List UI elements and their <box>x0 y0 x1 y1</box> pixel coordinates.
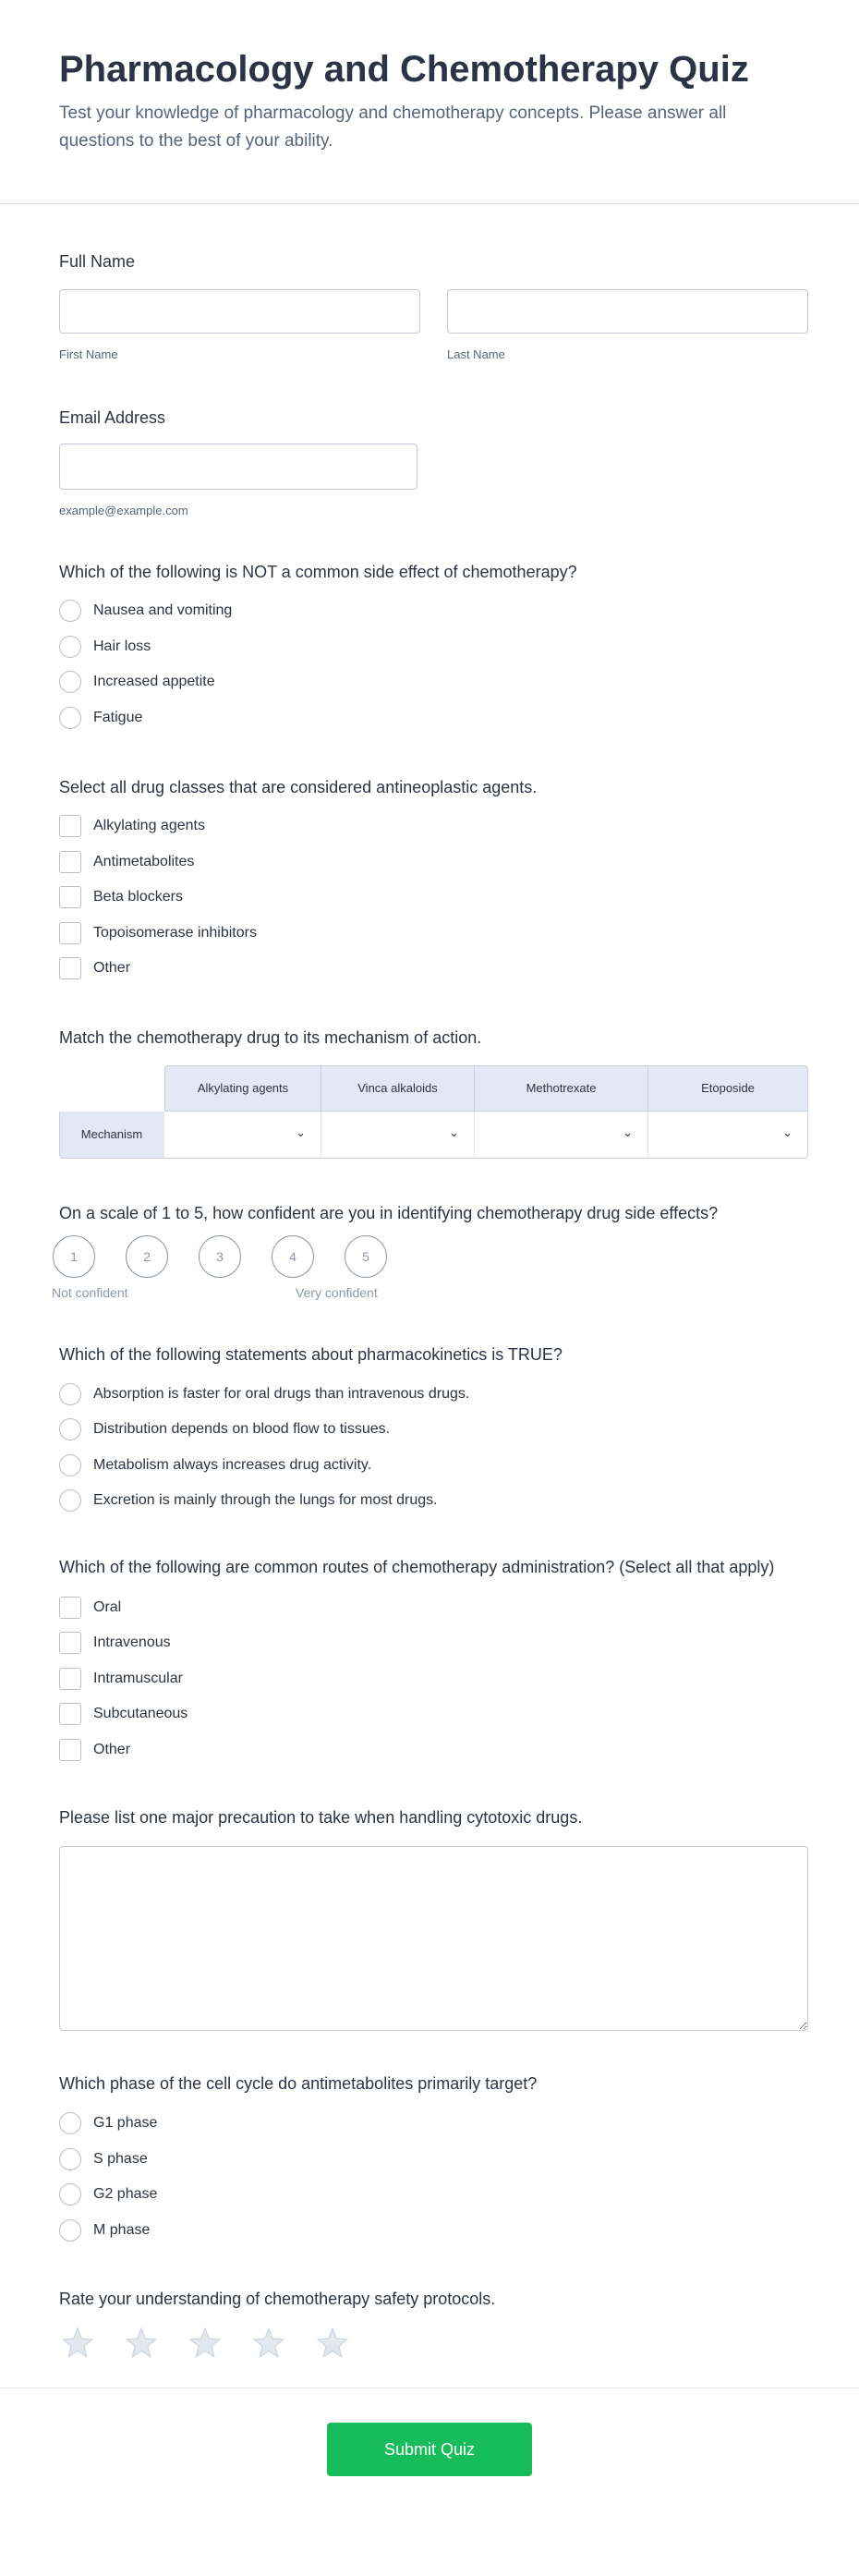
radio-button[interactable] <box>59 671 81 693</box>
checkbox[interactable] <box>59 815 81 837</box>
option-label: Other <box>93 1741 131 1757</box>
scale-option-2[interactable]: 2 <box>126 1235 168 1278</box>
checkbox-option[interactable] <box>59 844 800 881</box>
scale-option-1[interactable]: 1 <box>53 1235 95 1278</box>
q2-label: Select all drug classes that are considered antineoplastic agents. <box>59 778 538 796</box>
q8-options <box>59 2106 800 2248</box>
matrix-corner <box>59 1065 164 1112</box>
checkbox-option[interactable] <box>59 1732 800 1768</box>
checkbox[interactable] <box>59 886 81 908</box>
option-label: G1 phase <box>93 2115 158 2132</box>
checkbox[interactable] <box>59 1668 81 1690</box>
radio-button[interactable] <box>59 2219 81 2242</box>
chevron-down-icon: ⌄ <box>782 1124 792 1139</box>
radio-option[interactable] <box>59 629 800 665</box>
q5-options <box>59 1377 800 1519</box>
checkbox[interactable] <box>59 1739 81 1761</box>
radio-option[interactable] <box>59 2213 800 2249</box>
star-rating <box>61 2327 800 2360</box>
chevron-down-icon: ⌄ <box>623 1124 633 1139</box>
matrix-table <box>59 1065 808 1159</box>
option-label: Subcutaneous <box>93 1706 188 1722</box>
option-label: S phase <box>93 2150 148 2167</box>
mechanism-dropdown[interactable] <box>321 1112 475 1159</box>
checkbox[interactable] <box>59 1703 81 1725</box>
radio-option[interactable] <box>59 1377 800 1413</box>
page-description: Test your knowledge of pharmacology and chemotherapy concepts. Please answer all questions to the best of your ability. <box>59 103 727 151</box>
radio-button[interactable] <box>59 707 81 729</box>
chevron-down-icon: ⌄ <box>296 1124 306 1139</box>
matrix-column-header: Methotrexate <box>475 1065 648 1112</box>
full-name-label: Full Name <box>59 252 136 271</box>
radio-option[interactable] <box>59 2177 800 2213</box>
checkbox-option[interactable] <box>59 1696 800 1732</box>
scale-option-5[interactable]: 5 <box>345 1235 387 1278</box>
star-icon[interactable] <box>188 2327 222 2360</box>
option-label: Oral <box>93 1598 122 1615</box>
checkbox[interactable] <box>59 851 81 873</box>
option-label: Other <box>93 960 131 977</box>
last-name-sublabel: Last Name <box>447 347 505 361</box>
radio-button[interactable] <box>59 1454 81 1476</box>
form-body <box>0 250 859 2360</box>
mechanism-dropdown[interactable] <box>164 1112 321 1159</box>
option-label: Topoisomerase inhibitors <box>93 924 257 941</box>
q2-options <box>59 808 800 987</box>
option-label: G2 phase <box>93 2186 158 2203</box>
radio-button[interactable] <box>59 1418 81 1440</box>
scale-rating <box>53 1235 800 1278</box>
q4-label: On a scale of 1 to 5, how confident are you in identifying chemotherapy drug side effects? <box>59 1203 719 1222</box>
option-label: Intramuscular <box>93 1670 183 1686</box>
matrix-row-header: Mechanism <box>59 1112 164 1159</box>
radio-button[interactable] <box>59 2183 81 2205</box>
email-label: Email Address <box>59 408 166 427</box>
form-footer <box>0 2388 859 2476</box>
option-label: Metabolism always increases drug activity. <box>93 1456 372 1473</box>
option-label: Excretion is mainly through the lungs for most drugs. <box>93 1492 438 1509</box>
q6-label: Which of the following are common routes of chemotherapy administration? (Select all that apply) <box>59 1557 775 1576</box>
option-label: M phase <box>93 2221 151 2238</box>
q5-label: Which of the following statements about pharmacokinetics is TRUE? <box>59 1344 563 1364</box>
option-label: Nausea and vomiting <box>93 602 233 619</box>
option-label: Hair loss <box>93 638 151 654</box>
radio-option[interactable] <box>59 593 800 629</box>
q1-options <box>59 593 800 735</box>
radio-button[interactable] <box>59 636 81 658</box>
option-label: Fatigue <box>93 709 143 725</box>
radio-button[interactable] <box>59 600 81 622</box>
star-icon[interactable] <box>61 2327 94 2360</box>
submit-quiz-button[interactable]: Submit Quiz <box>327 2423 532 2476</box>
checkbox-option[interactable] <box>59 1661 800 1697</box>
q7-label: Please list one major precaution to take when handling cytotoxic drugs. <box>59 1808 583 1827</box>
star-icon[interactable] <box>316 2327 349 2360</box>
option-label: Distribution depends on blood flow to tissues. <box>93 1421 391 1438</box>
checkbox-option[interactable] <box>59 951 800 987</box>
precaution-textarea[interactable] <box>59 1846 808 2031</box>
radio-option[interactable] <box>59 664 800 700</box>
radio-option[interactable] <box>59 1483 800 1519</box>
radio-option[interactable] <box>59 2106 800 2142</box>
mechanism-dropdown[interactable] <box>475 1112 648 1159</box>
scale-option-3[interactable]: 3 <box>199 1235 241 1278</box>
option-label: Increased appetite <box>93 674 215 690</box>
checkbox[interactable] <box>59 957 81 979</box>
radio-button[interactable] <box>59 1489 81 1512</box>
radio-option[interactable] <box>59 700 800 736</box>
radio-option[interactable] <box>59 1448 800 1484</box>
radio-button[interactable] <box>59 2112 81 2134</box>
first-name-sublabel: First Name <box>59 347 118 361</box>
q8-label: Which phase of the cell cycle do antimetabolites primarily target? <box>59 2074 538 2093</box>
radio-option[interactable] <box>59 2142 800 2178</box>
matrix-column-header: Alkylating agents <box>164 1065 321 1112</box>
checkbox-option[interactable] <box>59 808 800 844</box>
matrix-column-header: Vinca alkaloids <box>321 1065 475 1112</box>
checkbox-option[interactable] <box>59 1590 800 1626</box>
option-label: Antimetabolites <box>93 853 195 869</box>
radio-option[interactable] <box>59 1412 800 1448</box>
option-label: Alkylating agents <box>93 818 205 834</box>
star-icon[interactable] <box>252 2327 285 2360</box>
q3-label: Match the chemotherapy drug to its mechanism of action. <box>59 1027 482 1047</box>
radio-button[interactable] <box>59 2148 81 2170</box>
page-title: Pharmacology and Chemotherapy Quiz <box>59 49 749 90</box>
star-icon[interactable] <box>125 2327 158 2360</box>
scale-option-4[interactable]: 4 <box>272 1235 314 1278</box>
scale-max-label: Very confident <box>296 1284 378 1300</box>
q9-label: Rate your understanding of chemotherapy safety protocols. <box>59 2290 496 2308</box>
mechanism-dropdown[interactable] <box>648 1112 808 1159</box>
email-sublabel: example@example.com <box>59 504 188 517</box>
radio-button[interactable] <box>59 1383 81 1405</box>
last-name-input[interactable] <box>447 289 808 334</box>
checkbox[interactable] <box>59 1632 81 1654</box>
checkbox-option[interactable] <box>59 1625 800 1661</box>
checkbox[interactable] <box>59 922 81 944</box>
option-label: Intravenous <box>93 1634 171 1651</box>
q6-options <box>59 1590 800 1768</box>
email-input[interactable] <box>59 444 417 490</box>
checkbox[interactable] <box>59 1597 81 1619</box>
chevron-down-icon: ⌄ <box>449 1124 459 1139</box>
q1-label: Which of the following is NOT a common side effect of chemotherapy? <box>59 563 577 581</box>
matrix-column-header: Etoposide <box>648 1065 808 1112</box>
form-header <box>0 0 859 204</box>
first-name-input[interactable] <box>59 289 420 334</box>
option-label: Beta blockers <box>93 889 183 905</box>
checkbox-option[interactable] <box>59 916 800 952</box>
checkbox-option[interactable] <box>59 880 800 916</box>
option-label: Absorption is faster for oral drugs than intravenous drugs. <box>93 1385 470 1402</box>
scale-min-label: Not confident <box>52 1284 128 1300</box>
